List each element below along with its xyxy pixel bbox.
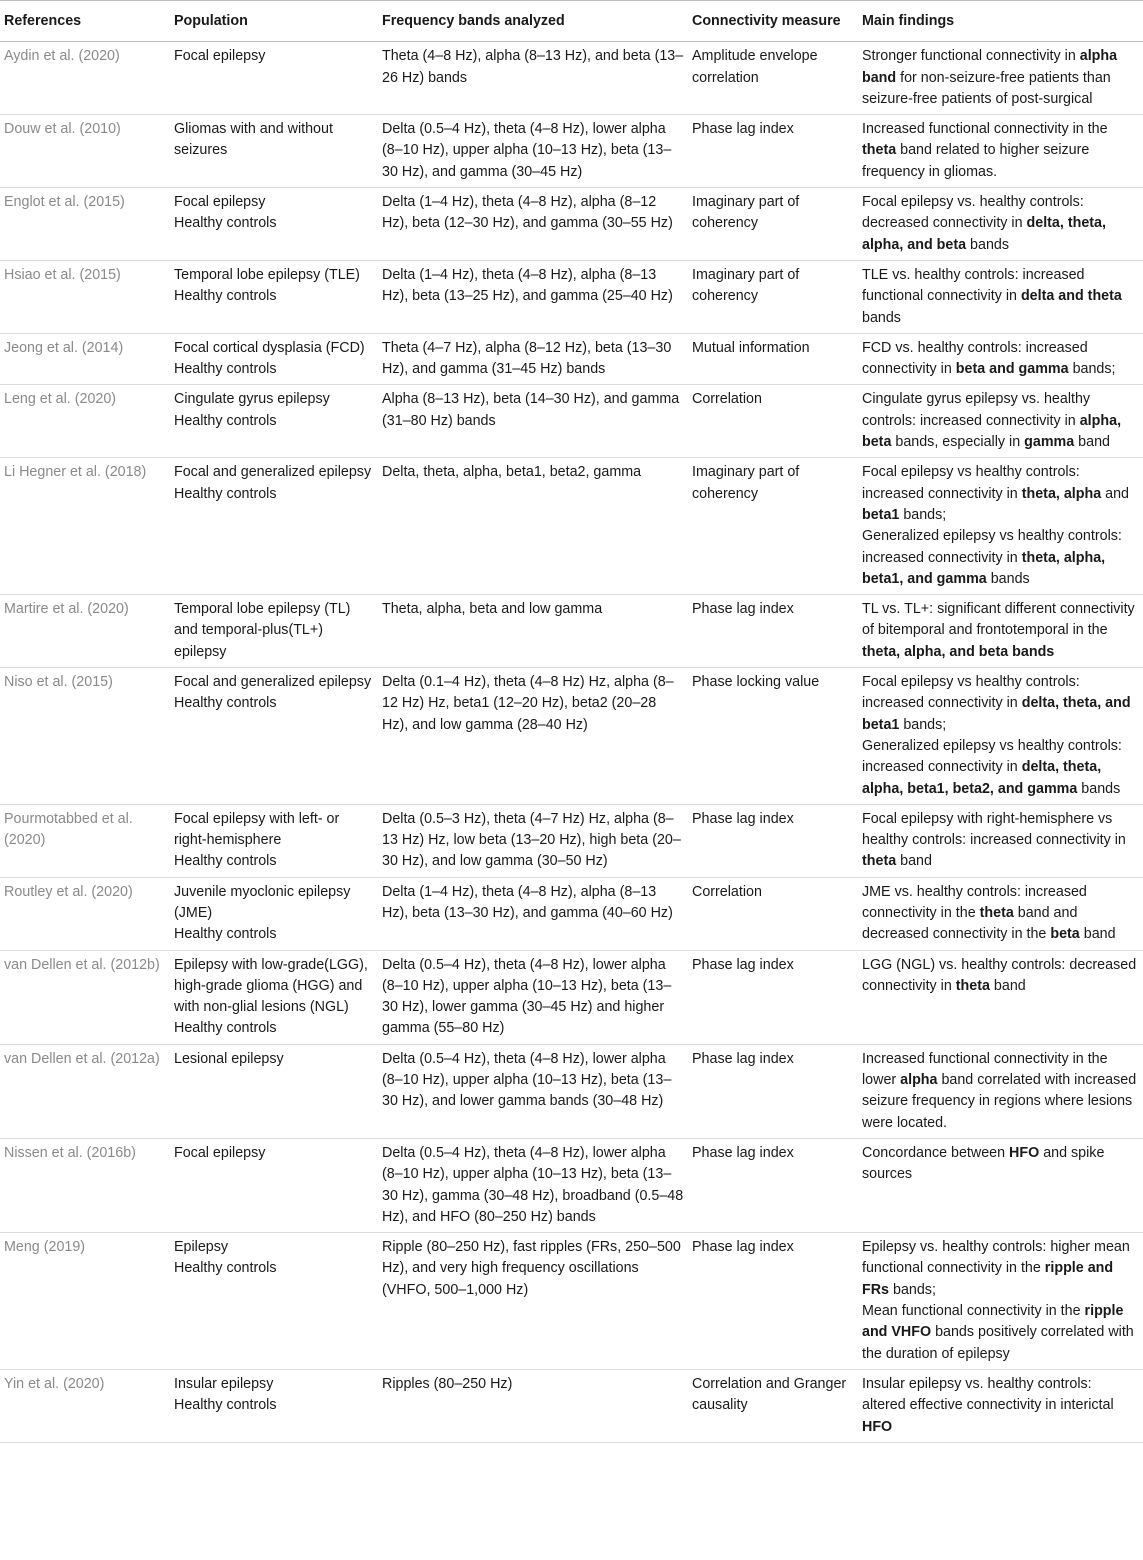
frequency-bands-cell: Theta (4–8 Hz), alpha (8–13 Hz), and beta (13–26 Hz) bands bbox=[382, 48, 684, 86]
connectivity-measure-cell: Amplitude envelope correlation bbox=[692, 48, 818, 86]
finding-paragraph bbox=[862, 46, 1139, 110]
population-line: Healthy controls bbox=[174, 485, 277, 502]
population-line: Focal epilepsy bbox=[174, 194, 266, 211]
header-population: Population bbox=[174, 13, 248, 29]
finding-text: bands bbox=[862, 309, 901, 326]
finding-emphasis: beta1 bbox=[862, 506, 900, 523]
finding-paragraph bbox=[862, 192, 1139, 256]
population-line: Insular epilepsy bbox=[174, 1375, 274, 1392]
finding-text: Increased functional connectivity in the lower bbox=[862, 1050, 1108, 1089]
population-line: Lesional epilepsy bbox=[174, 1050, 284, 1067]
finding-paragraph bbox=[862, 1301, 1139, 1365]
finding-paragraph bbox=[862, 462, 1139, 526]
finding-paragraph bbox=[862, 526, 1139, 590]
table-row bbox=[0, 877, 1143, 950]
finding-text: bands; bbox=[899, 506, 947, 523]
finding-text: and bbox=[1101, 485, 1130, 502]
population-line: Healthy controls bbox=[174, 1397, 277, 1414]
finding-paragraph bbox=[862, 1143, 1139, 1186]
population-line: Cingulate gyrus epilepsy bbox=[174, 391, 330, 408]
connectivity-measure-cell: Phase lag index bbox=[692, 810, 794, 827]
finding-paragraph bbox=[862, 672, 1139, 736]
main-findings-cell bbox=[858, 1369, 1143, 1442]
population-line: Focal epilepsy bbox=[174, 1144, 266, 1161]
connectivity-measure-cell: Imaginary part of coherency bbox=[692, 194, 800, 232]
finding-emphasis: theta bbox=[955, 977, 990, 994]
finding-paragraph bbox=[862, 955, 1139, 998]
finding-emphasis: alpha bbox=[900, 1072, 938, 1089]
finding-emphasis: alpha, beta bbox=[862, 412, 1122, 451]
reference-cell: Yin et al. (2020) bbox=[4, 1375, 105, 1392]
finding-text: TL vs. TL+: significant different connectivity of bitemporal and frontotemporal in the bbox=[862, 601, 1135, 639]
finding-paragraph bbox=[862, 882, 1139, 946]
reference-cell: Routley et al. (2020) bbox=[4, 883, 133, 900]
frequency-bands-cell: Ripple (80–250 Hz), fast ripples (FRs, 250–500 Hz), and very high frequency oscillations (VHFO, 500–1,000 Hz) bbox=[382, 1239, 681, 1298]
frequency-bands-cell: Ripples (80–250 Hz) bbox=[382, 1375, 513, 1392]
finding-text: bands; bbox=[899, 716, 947, 733]
finding-emphasis: theta, alpha, beta1, and gamma bbox=[862, 549, 1106, 587]
finding-paragraph bbox=[862, 1374, 1139, 1438]
finding-text: Generalized epilepsy vs healthy controls: increased connectivity in bbox=[862, 528, 1122, 566]
reference-cell: Li Hegner et al. (2018) bbox=[4, 464, 147, 481]
table-row bbox=[0, 260, 1143, 333]
table-row bbox=[0, 333, 1143, 385]
main-findings-cell bbox=[858, 1138, 1143, 1232]
population-cell bbox=[170, 42, 378, 115]
population-cell bbox=[170, 950, 378, 1044]
population-cell bbox=[170, 1233, 378, 1370]
finding-emphasis: theta bbox=[979, 904, 1014, 921]
population-line: Juvenile myoclonic epilepsy (JME) bbox=[174, 883, 351, 921]
finding-emphasis: theta bbox=[862, 853, 897, 870]
finding-text: bands, especially in bbox=[891, 434, 1025, 451]
finding-text: band bbox=[1074, 434, 1110, 451]
frequency-bands-cell: Delta, theta, alpha, beta1, beta2, gamma bbox=[382, 464, 642, 481]
frequency-bands-cell: Delta (0.5–4 Hz), theta (4–8 Hz), lower alpha (8–10 Hz), upper alpha (10–13 Hz), beta (13–30 Hz), and lower gamma bands (30–48 Hz) bbox=[382, 1050, 672, 1110]
main-findings-cell bbox=[858, 877, 1143, 950]
finding-text: band related to higher seizure frequency in gliomas. bbox=[862, 142, 1090, 180]
finding-text: Focal epilepsy vs. healthy controls: decreased connectivity in bbox=[862, 194, 1084, 232]
finding-emphasis: delta and theta bbox=[1020, 288, 1122, 305]
population-line: Epilepsy with low-grade(LGG), high-grade glioma (HGG) and with non-glial lesions (NGL) bbox=[174, 956, 368, 1016]
population-line: Healthy controls bbox=[174, 412, 277, 429]
finding-text: band and decreased connectivity in the bbox=[862, 904, 1078, 943]
connectivity-measure-cell: Correlation bbox=[692, 391, 762, 408]
population-line: Temporal lobe epilepsy (TL) and temporal-plus(TL+) epilepsy bbox=[174, 601, 351, 660]
finding-emphasis: theta, alpha, and beta bands bbox=[862, 643, 1055, 660]
reference-cell: Leng et al. (2020) bbox=[4, 391, 117, 408]
finding-text: FCD vs. healthy controls: increased connectivity in bbox=[862, 339, 1088, 378]
frequency-bands-cell: Delta (0.5–3 Hz), theta (4–7 Hz) Hz, alpha (8–13 Hz) Hz, low beta (13–20 Hz), high beta (20–30 Hz), and low gamma (30–50 Hz) bbox=[382, 810, 681, 870]
finding-text: Insular epilepsy vs. healthy controls: altered effective connectivity in interictal bbox=[862, 1375, 1114, 1414]
finding-paragraph bbox=[862, 389, 1139, 453]
frequency-bands-cell: Delta (0.5–4 Hz), theta (4–8 Hz), lower alpha (8–10 Hz), upper alpha (10–13 Hz), beta (13–30 Hz), gamma (30–48 Hz), broadband (0.5–48 Hz), and HFO (80–250 Hz) bands bbox=[382, 1144, 684, 1225]
reference-cell: Englot et al. (2015) bbox=[4, 194, 125, 211]
finding-text: TLE vs. healthy controls: increased functional connectivity in bbox=[862, 266, 1085, 305]
table-row bbox=[0, 1233, 1143, 1370]
table-row bbox=[0, 804, 1143, 877]
connectivity-measure-cell: Imaginary part of coherency bbox=[692, 266, 800, 305]
finding-text: LGG (NGL) vs. healthy controls: decreased connectivity in bbox=[862, 956, 1137, 994]
finding-paragraph bbox=[862, 1049, 1139, 1134]
main-findings-cell bbox=[858, 1233, 1143, 1370]
finding-emphasis: beta and gamma bbox=[955, 361, 1069, 378]
reference-cell: van Dellen et al. (2012b) bbox=[4, 956, 160, 973]
connectivity-measure-cell: Phase lag index bbox=[692, 1050, 794, 1067]
population-cell bbox=[170, 804, 378, 877]
table-row bbox=[0, 188, 1143, 261]
connectivity-measure-cell: Phase lag index bbox=[692, 121, 794, 138]
reference-cell: Niso et al. (2015) bbox=[4, 674, 113, 691]
frequency-bands-cell: Delta (0.5–4 Hz), theta (4–8 Hz), lower alpha (8–10 Hz), upper alpha (10–13 Hz), beta (13–30 Hz), and gamma (30–45 Hz) bbox=[382, 121, 672, 180]
connectivity-measure-cell: Phase locking value bbox=[692, 674, 820, 691]
table-row bbox=[0, 1369, 1143, 1442]
main-findings-cell bbox=[858, 188, 1143, 261]
finding-text: bands; bbox=[1068, 361, 1116, 378]
finding-text: band bbox=[896, 853, 932, 870]
header-frequency-bands: Frequency bands analyzed bbox=[382, 13, 565, 29]
table-row bbox=[0, 458, 1143, 595]
finding-text: bands bbox=[986, 570, 1030, 587]
finding-text: JME vs. healthy controls: increased connectivity in the bbox=[862, 883, 1087, 921]
population-line: Temporal lobe epilepsy (TLE) bbox=[174, 266, 360, 283]
reference-cell: Douw et al. (2010) bbox=[4, 121, 121, 138]
main-findings-cell bbox=[858, 1044, 1143, 1138]
finding-text: Focal epilepsy vs healthy controls: increased connectivity in bbox=[862, 674, 1080, 712]
reference-cell: Nissen et al. (2016b) bbox=[4, 1144, 136, 1161]
frequency-bands-cell: Theta (4–7 Hz), alpha (8–12 Hz), beta (13–30 Hz), and gamma (31–45 Hz) bands bbox=[382, 339, 672, 378]
finding-paragraph bbox=[862, 265, 1139, 329]
frequency-bands-cell: Alpha (8–13 Hz), beta (14–30 Hz), and gamma (31–80 Hz) bands bbox=[382, 391, 680, 429]
finding-text: band bbox=[1079, 926, 1116, 943]
connectivity-measure-cell: Phase lag index bbox=[692, 601, 794, 618]
frequency-bands-cell: Delta (0.1–4 Hz), theta (4–8 Hz) Hz, alpha (8–12 Hz) Hz, beta1 (12–20 Hz), beta2 (20–28 Hz), and low gamma (28–40 Hz) bbox=[382, 674, 674, 733]
connectivity-measure-cell: Correlation and Granger causality bbox=[692, 1375, 847, 1414]
population-cell bbox=[170, 595, 378, 668]
population-line: Healthy controls bbox=[174, 215, 277, 232]
finding-text: Increased functional connectivity in the bbox=[862, 121, 1108, 138]
table-row bbox=[0, 1044, 1143, 1138]
population-cell bbox=[170, 115, 378, 188]
population-line: Healthy controls bbox=[174, 695, 277, 712]
reference-cell: Aydin et al. (2020) bbox=[4, 48, 120, 65]
population-line: Focal epilepsy with left- or right-hemisphere bbox=[174, 810, 340, 849]
population-line: Healthy controls bbox=[174, 1020, 277, 1037]
frequency-bands-cell: Delta (0.5–4 Hz), theta (4–8 Hz), lower alpha (8–10 Hz), upper alpha (10–13 Hz), beta (13–30 Hz), lower gamma (30–45 Hz) and higher gamma (55–80 Hz) bbox=[382, 956, 672, 1037]
population-line: Healthy controls bbox=[174, 853, 277, 870]
population-cell bbox=[170, 1369, 378, 1442]
finding-text: Focal epilepsy vs healthy controls: increased connectivity in bbox=[862, 464, 1080, 502]
finding-paragraph bbox=[862, 338, 1139, 381]
finding-emphasis: delta, theta, alpha, beta1, beta2, and gamma bbox=[862, 759, 1102, 797]
finding-emphasis: ripple and VHFO bbox=[862, 1303, 1124, 1341]
frequency-bands-cell: Delta (1–4 Hz), theta (4–8 Hz), alpha (8–12 Hz), beta (12–30 Hz), and gamma (30–55 Hz) bbox=[382, 194, 673, 232]
population-cell bbox=[170, 668, 378, 805]
finding-emphasis: HFO bbox=[862, 1418, 893, 1435]
connectivity-measure-cell: Phase lag index bbox=[692, 956, 794, 973]
finding-text: bands positively correlated with the duration of epilepsy bbox=[862, 1324, 1134, 1362]
connectivity-measure-cell: Correlation bbox=[692, 883, 762, 900]
finding-emphasis: alpha band bbox=[862, 48, 1118, 86]
header-row bbox=[0, 1, 1143, 42]
header-references: References bbox=[4, 13, 82, 29]
connectivity-measure-cell: Phase lag index bbox=[692, 1144, 794, 1161]
population-cell bbox=[170, 1044, 378, 1138]
finding-text: Generalized epilepsy vs healthy controls: increased connectivity in bbox=[862, 737, 1122, 776]
finding-text: Focal epilepsy with right-hemisphere vs healthy controls: increased connectivity in bbox=[862, 810, 1126, 849]
finding-text: Cingulate gyrus epilepsy vs. healthy controls: increased connectivity in bbox=[862, 391, 1091, 429]
main-findings-cell bbox=[858, 385, 1143, 458]
finding-paragraph bbox=[862, 599, 1139, 663]
population-cell bbox=[170, 877, 378, 950]
finding-text: bands; bbox=[889, 1281, 936, 1298]
table-row bbox=[0, 668, 1143, 805]
population-cell bbox=[170, 458, 378, 595]
main-findings-cell bbox=[858, 950, 1143, 1044]
population-line: Healthy controls bbox=[174, 1260, 277, 1277]
population-line: Gliomas with and without seizures bbox=[174, 121, 333, 159]
finding-text: bands bbox=[1077, 780, 1121, 797]
reference-cell: Pourmotabbed et al. (2020) bbox=[4, 810, 133, 849]
main-findings-cell bbox=[858, 595, 1143, 668]
main-findings-cell bbox=[858, 333, 1143, 385]
population-line: Focal epilepsy bbox=[174, 48, 266, 65]
finding-text: Stronger functional connectivity in bbox=[862, 48, 1080, 65]
finding-text: and spike sources bbox=[862, 1144, 1105, 1183]
connectivity-measure-cell: Imaginary part of coherency bbox=[692, 464, 800, 502]
finding-paragraph bbox=[862, 119, 1139, 183]
population-cell bbox=[170, 188, 378, 261]
reference-cell: Martire et al. (2020) bbox=[4, 601, 129, 618]
table-row bbox=[0, 1138, 1143, 1232]
reference-cell: Meng (2019) bbox=[4, 1239, 86, 1256]
header-connectivity-measure: Connectivity measure bbox=[692, 13, 841, 29]
table-row bbox=[0, 115, 1143, 188]
finding-emphasis: theta, alpha bbox=[1021, 485, 1102, 502]
table-row bbox=[0, 595, 1143, 668]
population-line: Focal cortical dysplasia (FCD) bbox=[174, 339, 365, 356]
reference-cell: Jeong et al. (2014) bbox=[4, 339, 124, 356]
finding-paragraph bbox=[862, 809, 1139, 873]
table-row bbox=[0, 950, 1143, 1044]
reference-cell: Hsiao et al. (2015) bbox=[4, 266, 121, 283]
main-findings-cell bbox=[858, 42, 1143, 115]
finding-emphasis: beta bbox=[1050, 926, 1080, 943]
finding-paragraph bbox=[862, 736, 1139, 800]
finding-emphasis: delta, theta, and beta1 bbox=[862, 695, 1131, 733]
connectivity-measure-cell: Phase lag index bbox=[692, 1239, 794, 1256]
finding-emphasis: delta, theta, alpha, and beta bbox=[862, 215, 1106, 253]
population-cell bbox=[170, 260, 378, 333]
frequency-bands-cell: Theta, alpha, beta and low gamma bbox=[382, 601, 603, 618]
finding-text: Concordance between bbox=[862, 1144, 1010, 1161]
population-line: Healthy controls bbox=[174, 361, 277, 378]
finding-paragraph bbox=[862, 1237, 1139, 1301]
finding-text: bands bbox=[966, 236, 1010, 253]
table-row bbox=[0, 42, 1143, 115]
population-line: Healthy controls bbox=[174, 926, 277, 943]
connectivity-measure-cell: Mutual information bbox=[692, 339, 810, 356]
population-line: Epilepsy bbox=[174, 1239, 229, 1256]
population-line: Focal and generalized epilepsy bbox=[174, 674, 372, 691]
finding-emphasis: gamma bbox=[1024, 434, 1075, 451]
population-line: Focal and generalized epilepsy bbox=[174, 464, 372, 481]
frequency-bands-cell: Delta (1–4 Hz), theta (4–8 Hz), alpha (8–13 Hz), beta (13–30 Hz), and gamma (40–60 Hz) bbox=[382, 883, 673, 921]
population-cell bbox=[170, 385, 378, 458]
finding-emphasis: HFO bbox=[1009, 1144, 1040, 1161]
table-row bbox=[0, 385, 1143, 458]
finding-text: band correlated with increased seizure frequency in regions where lesions were located. bbox=[862, 1072, 1137, 1131]
finding-text: Epilepsy vs. healthy controls: higher mean functional connectivity in the bbox=[862, 1239, 1130, 1277]
main-findings-cell bbox=[858, 668, 1143, 805]
frequency-bands-cell: Delta (1–4 Hz), theta (4–8 Hz), alpha (8–13 Hz), beta (13–25 Hz), and gamma (25–40 Hz) bbox=[382, 266, 673, 305]
finding-emphasis: ripple and FRs bbox=[862, 1260, 1114, 1298]
main-findings-cell bbox=[858, 260, 1143, 333]
finding-emphasis: theta bbox=[862, 142, 897, 159]
population-line: Healthy controls bbox=[174, 288, 277, 305]
reference-cell: van Dellen et al. (2012a) bbox=[4, 1050, 160, 1067]
main-findings-cell bbox=[858, 458, 1143, 595]
finding-text: band bbox=[989, 977, 1026, 994]
finding-text: for non-seizure-free patients than seizure-free patients of post-surgical bbox=[862, 69, 1111, 107]
population-cell bbox=[170, 1138, 378, 1232]
main-findings-cell bbox=[858, 115, 1143, 188]
population-cell bbox=[170, 333, 378, 385]
header-main-findings: Main findings bbox=[862, 13, 955, 29]
table-body bbox=[0, 42, 1143, 1443]
main-findings-cell bbox=[858, 804, 1143, 877]
finding-text: Mean functional connectivity in the bbox=[862, 1303, 1085, 1320]
